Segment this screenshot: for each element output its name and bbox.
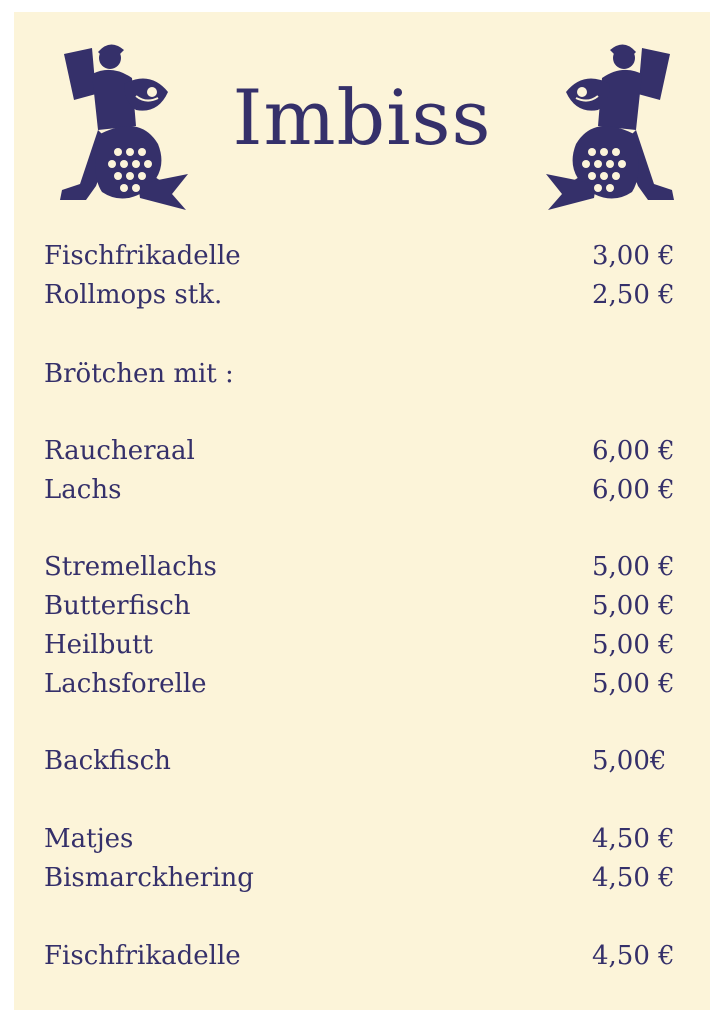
section-label: Brötchen mit :	[44, 359, 234, 389]
fisherman-with-fish-icon	[534, 34, 694, 214]
item-name: Stremellachs	[44, 552, 217, 582]
list-item	[44, 743, 676, 779]
list-item	[44, 238, 676, 274]
list-item	[44, 821, 676, 857]
item-price: 5,00 €	[592, 591, 675, 621]
item-price: 4,50 €	[592, 863, 675, 893]
item-name: Rollmops stk.	[44, 280, 223, 310]
list-item	[44, 860, 676, 896]
item-price: 4,50 €	[592, 824, 675, 854]
item-name: Fischfrikadelle	[44, 241, 241, 271]
item-price: 2,50 €	[592, 280, 675, 310]
item-price: 5,00 €	[592, 630, 675, 660]
list-item	[44, 588, 676, 624]
item-price: 6,00 €	[592, 436, 675, 466]
item-name: Raucheraal	[44, 436, 195, 466]
menu-sheet	[14, 12, 710, 1010]
item-price: 3,00 €	[592, 241, 675, 271]
item-price: 5,00 €	[592, 669, 675, 699]
list-item	[44, 433, 676, 469]
menu-title: Imbiss	[232, 73, 492, 162]
item-name: Lachs	[44, 475, 122, 505]
item-price: 5,00€	[592, 746, 667, 776]
section-heading	[44, 356, 676, 392]
list-item	[44, 277, 676, 313]
list-item	[44, 627, 676, 663]
item-name: Fischfrikadelle	[44, 941, 241, 971]
item-price: 5,00 €	[592, 552, 675, 582]
list-item	[44, 938, 676, 974]
item-name: Lachsforelle	[44, 669, 207, 699]
item-name: Backfisch	[44, 746, 171, 776]
item-name: Matjes	[44, 824, 134, 854]
list-item	[44, 472, 676, 508]
item-price: 4,50 €	[592, 941, 675, 971]
list-item	[44, 666, 676, 702]
item-name: Heilbutt	[44, 630, 153, 660]
item-name: Butterfisch	[44, 591, 191, 621]
item-price: 6,00 €	[592, 475, 675, 505]
item-name: Bismarckhering	[44, 863, 254, 893]
list-item	[44, 549, 676, 585]
